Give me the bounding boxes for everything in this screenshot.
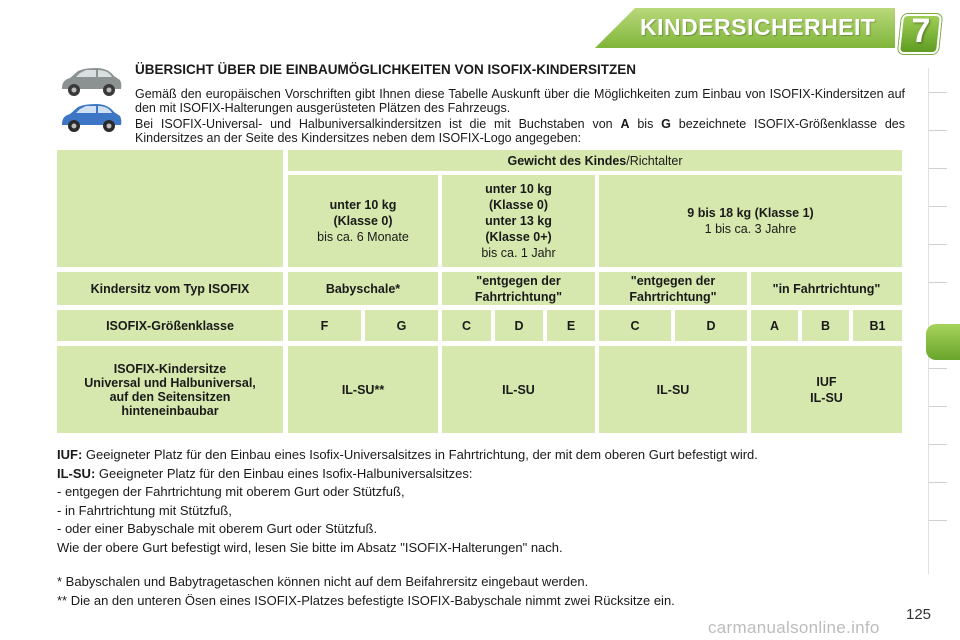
- weight-group-2: unter 10 kg (Klasse 0) unter 13 kg (Klasse 0+) bis ca. 1 Jahr: [442, 175, 595, 267]
- page-number: 125: [906, 606, 932, 623]
- footnote-1: * Babyschalen und Babytragetaschen können nicht auf dem Beifahrersitz eingebaut werden.: [57, 574, 589, 589]
- weight-group-3: 9 bis 18 kg (Klasse 1) 1 bis ca. 3 Jahre: [599, 175, 902, 267]
- footnotes: [57, 573, 907, 610]
- chapter-tabs: [928, 68, 960, 574]
- size-class-cell: G: [365, 310, 438, 341]
- size-class-cell: E: [547, 310, 595, 341]
- seat-type-rearward-1: "entgegen der Fahrtrichtung": [442, 272, 595, 305]
- size-class-cell: B: [802, 310, 849, 341]
- seat-type-forward: "in Fahrtrichtung": [751, 272, 902, 305]
- row-label-seats: ISOFIX-Kindersitze Universal und Halbuniversal, auf den Seitensitzen hinteneinbaubar: [57, 346, 283, 433]
- legend-notes: [57, 446, 907, 557]
- footnote-2: ** Die an den unteren Ösen eines ISOFIX-Platzes befestigte ISOFIX-Babyschale nimmt zwei Rücksitze ein.: [57, 592, 675, 608]
- page-header: [0, 0, 960, 58]
- seat-type-rearward-2: "entgegen der Fahrtrichtung": [599, 272, 747, 305]
- note-upper-belt: Wie der obere Gurt befestigt wird, lesen Sie bitte im Absatz "ISOFIX-Halterungen" nach.: [57, 539, 563, 555]
- chapter-title: KINDERSICHERHEIT: [640, 14, 876, 40]
- car-icon-blue: [58, 100, 124, 134]
- weight-header: Gewicht des Kindes/Richtalter: [288, 150, 902, 171]
- note-bullet: - in Fahrtrichtung mit Stützfuß,: [57, 502, 232, 518]
- row-label-size-class: ISOFIX-Größenklasse: [57, 310, 283, 341]
- car-icon-grey: [58, 64, 124, 98]
- note-bullet: - entgegen der Fahrtrichtung mit oberem Gurt oder Stützfuß,: [57, 484, 405, 499]
- seat-suitability-3: IL-SU: [599, 346, 747, 433]
- size-class-cell: D: [675, 310, 747, 341]
- size-class-cell: D: [495, 310, 543, 341]
- intro-paragraph-1: Gemäß den europäischen Vorschriften gibt Ihnen diese Tabelle Auskunft über die Möglichkeiten zum Einbau von ISOFIX-Kindersitzen auf den mit ISOFIX-Halterungen ausgerüsteten Plätzen des Fahrzeugs.: [135, 87, 905, 115]
- seat-suitability-4: IUF IL-SU: [751, 346, 902, 433]
- seat-type-babyschale: Babyschale*: [288, 272, 438, 305]
- active-chapter-tab[interactable]: [926, 324, 960, 360]
- seat-suitability-2: IL-SU: [442, 346, 595, 433]
- size-class-cell: C: [599, 310, 671, 341]
- row-label-seat-type: Kindersitz vom Typ ISOFIX: [57, 272, 283, 305]
- note-ilsu: IL-SU: Geeigneter Platz für den Einbau eines Isofix-Halbuniversalsitzes:: [57, 465, 473, 481]
- size-class-cell: C: [442, 310, 491, 341]
- chapter-number: 7: [911, 12, 931, 50]
- size-class-cell: F: [288, 310, 361, 341]
- note-iuf: IUF: Geeigneter Platz für den Einbau eines Isofix-Universalsitzes in Fahrtrichtung, der mit dem oberen Gurt befestigt wird.: [57, 447, 758, 462]
- weight-group-1: unter 10 kg (Klasse 0) bis ca. 6 Monate: [288, 175, 438, 267]
- note-bullet: - oder einer Babyschale mit oberem Gurt oder Stützfuß.: [57, 521, 378, 536]
- watermark: carmanualsonline.info: [708, 618, 880, 637]
- table-corner: [57, 150, 283, 267]
- size-class-cell: A: [751, 310, 798, 341]
- size-class-cell: B1: [853, 310, 902, 341]
- intro-paragraph-2: Bei ISOFIX-Universal- und Halbuniversalkindersitzen ist die mit Buchstaben von A bis G bezeichnete ISOFIX-Größenklasse des Kindersitzes an der Seite des Kindersitzes neben dem ISOFIX-Logo angegeben:: [135, 117, 905, 145]
- section-title: ÜBERSICHT ÜBER DIE EINBAUMÖGLICHKEITEN VON ISOFIX-KINDERSITZEN: [135, 62, 637, 77]
- seat-suitability-1: IL-SU**: [288, 346, 438, 433]
